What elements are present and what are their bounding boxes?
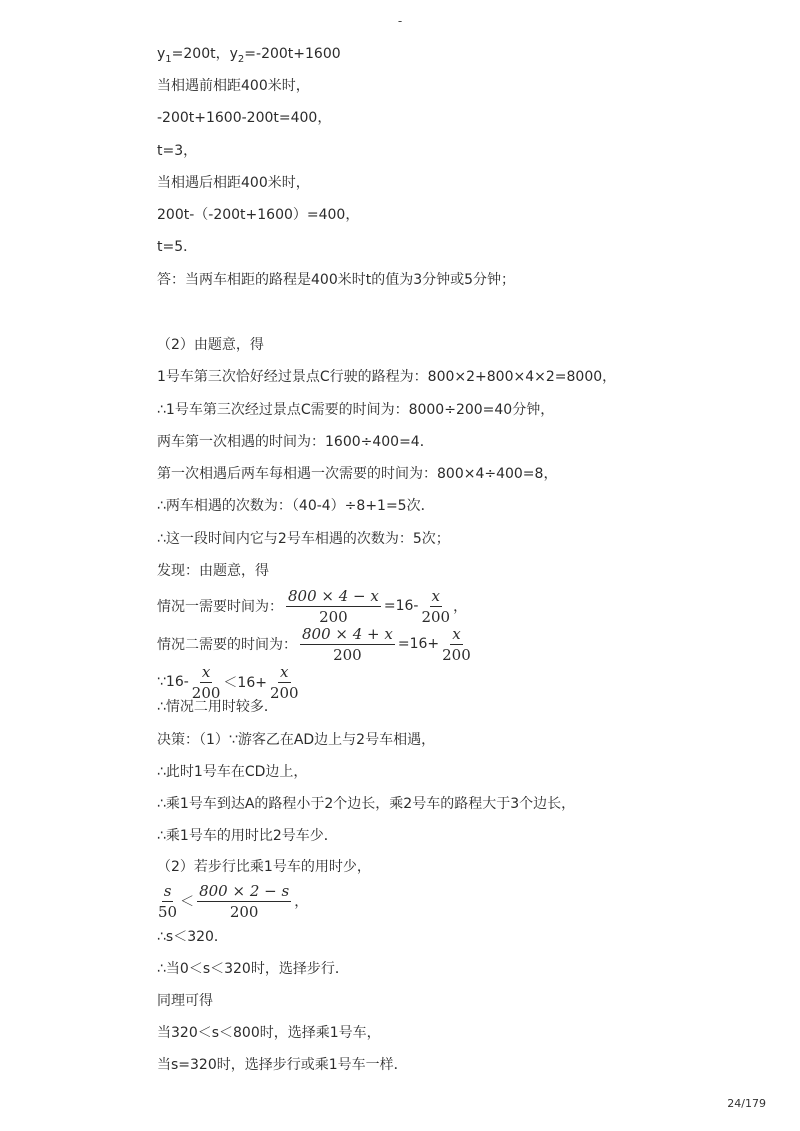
subscript-1: 1 bbox=[165, 53, 172, 65]
text-line: 200t-（-200t+1600）=400， bbox=[157, 207, 360, 223]
text-comma: ， bbox=[294, 894, 309, 910]
text-y: y bbox=[157, 46, 166, 62]
fraction-denominator: 200 bbox=[191, 683, 221, 702]
text-line: 同理可得 bbox=[157, 993, 213, 1009]
text-line: t=3， bbox=[157, 143, 198, 159]
text-y2-value: =-200t+1600 bbox=[244, 46, 341, 62]
fraction bbox=[442, 626, 471, 663]
page-number: 24/179 bbox=[727, 1097, 766, 1110]
fraction bbox=[421, 588, 450, 625]
fraction bbox=[286, 588, 381, 625]
case-two-label: 情况二需要的时间为： bbox=[157, 637, 297, 653]
text-line: ∴当0＜s＜320时，选择步行． bbox=[157, 961, 349, 977]
equation-y1-y2 bbox=[157, 40, 341, 68]
fraction-denominator: 200 bbox=[319, 607, 348, 626]
fraction-denominator: 50 bbox=[158, 902, 178, 921]
text-line: ∴情况二用时较多． bbox=[157, 699, 278, 715]
text-line: 当相遇后相距400米时， bbox=[157, 175, 310, 191]
subscript-2: 2 bbox=[237, 53, 245, 65]
text-line: 决策：（1）∵游客乙在AD边上与2号车相遇， bbox=[157, 732, 436, 748]
fraction-denominator: 200 bbox=[421, 607, 451, 626]
text-line: -200t+1600-200t=400， bbox=[157, 110, 332, 126]
fraction-inequality-s-line bbox=[155, 881, 308, 921]
page-header-marker: - bbox=[397, 14, 403, 28]
text-line: 当相遇前相距400米时， bbox=[157, 78, 310, 94]
text-line: ∴这一段时间内它与2号车相遇的次数为：5次； bbox=[157, 531, 450, 547]
text-line: （2）由题意，得 bbox=[157, 337, 264, 353]
fraction-numerator: 800 × 2 − s bbox=[199, 881, 290, 900]
fraction-denominator: 200 bbox=[333, 645, 362, 664]
text-line: 1号车第三次恰好经过景点C行驶的路程为：800×2+800×4×2=8000， bbox=[157, 369, 617, 385]
fraction-numerator: x bbox=[280, 662, 289, 681]
fraction-numerator: x bbox=[201, 662, 211, 681]
text-line: t=5． bbox=[157, 239, 198, 255]
text-line: ∴乘1号车到达A的路程小于2个边长，乘2号车的路程大于3个边长， bbox=[157, 796, 576, 812]
fraction-numerator: x bbox=[431, 586, 440, 605]
fraction-line-case-two bbox=[157, 624, 474, 664]
text-line: ∴s＜320． bbox=[157, 929, 228, 945]
fraction bbox=[158, 883, 177, 920]
text-line: 第一次相遇后两车每相遇一次需要的时间为：800×4÷400=8， bbox=[157, 466, 558, 482]
text-equals: =16- bbox=[383, 598, 419, 614]
fraction-line-case-one bbox=[157, 586, 467, 626]
text-less-than: ＜ bbox=[180, 894, 195, 910]
text-line: 当s=320时，选择步行或乘1号车一样． bbox=[157, 1057, 408, 1073]
case-one-label: 情况一需要时间为： bbox=[157, 599, 283, 615]
fraction-numerator: 800 × 4 − x bbox=[288, 586, 379, 605]
fraction-denominator: 200 bbox=[442, 645, 471, 664]
text-line: 当320＜s＜800时，选择乘1号车， bbox=[157, 1025, 381, 1041]
fraction-denominator: 200 bbox=[269, 683, 299, 702]
fraction-denominator: 200 bbox=[229, 902, 259, 921]
answer-line: 答：当两车相距的路程是400米时t的值为3分钟或5分钟； bbox=[157, 272, 516, 288]
fraction-numerator: 800 × 4 + x bbox=[302, 624, 393, 643]
text-because: ∵16- bbox=[157, 674, 189, 690]
fraction-numerator: s bbox=[163, 881, 172, 900]
text-y1-value: =200t，y bbox=[171, 46, 238, 62]
text-line: 发现：由题意，得 bbox=[157, 563, 269, 579]
fraction-numerator: x bbox=[452, 624, 461, 643]
fraction bbox=[197, 883, 291, 920]
text-line: （2）若步行比乘1号车的用时少， bbox=[157, 859, 371, 875]
text-equals: =16+ bbox=[397, 636, 440, 652]
text-line: 两车第一次相遇的时间为：1600÷400=4． bbox=[157, 434, 434, 450]
text-line: ∴乘1号车的用时比2号车少． bbox=[157, 828, 338, 844]
text-line: ∴两车相遇的次数为：（40-4）÷8+1=5次． bbox=[157, 498, 435, 514]
fraction bbox=[300, 626, 395, 663]
text-line: ∴此时1号车在CD边上， bbox=[157, 764, 308, 780]
text-comma: ， bbox=[453, 599, 468, 615]
text-less-than: ＜16+ bbox=[223, 675, 267, 691]
text-line: ∴1号车第三次经过景点C需要的时间为：8000÷200=40分钟， bbox=[157, 402, 555, 418]
